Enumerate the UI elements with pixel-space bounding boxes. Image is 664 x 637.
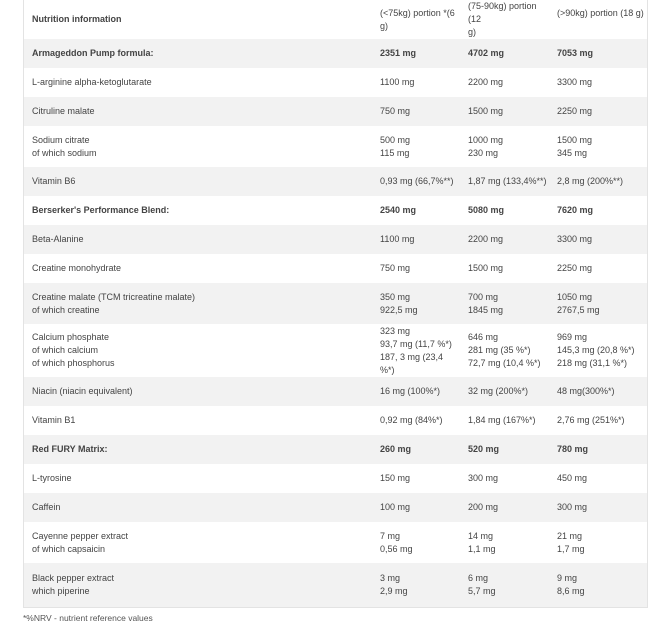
table-row (24, 97, 647, 126)
row-value-small: 100 mg (372, 493, 460, 522)
row-label: Creatine monohydrate (24, 254, 372, 283)
row-label: Caffein (24, 493, 372, 522)
row-value-large: 1500 mg 345 mg (549, 126, 647, 167)
row-value-small: 3 mg 2,9 mg (372, 563, 460, 607)
row-value-medium: 32 mg (200%*) (460, 377, 549, 406)
row-value-large: 2250 mg (549, 254, 647, 283)
row-value-small: 750 mg (372, 254, 460, 283)
table-row (24, 464, 647, 493)
table-row (24, 254, 647, 283)
row-value-large: 3300 mg (549, 225, 647, 254)
row-label: Berserker's Performance Blend: (24, 196, 372, 225)
row-value-small: 323 mg 93,7 mg (11,7 %*) 187, 3 mg (23,4 %*) (372, 324, 460, 377)
row-value-small: 0,92 mg (84%*) (372, 406, 460, 435)
row-value-small: 1100 mg (372, 225, 460, 254)
table-row (24, 563, 647, 607)
row-value-large: 2250 mg (549, 97, 647, 126)
row-value-medium: 1000 mg 230 mg (460, 126, 549, 167)
row-value-small: 16 mg (100%*) (372, 377, 460, 406)
nutrition-table (24, 0, 647, 607)
table-row (24, 39, 647, 68)
row-label: L-arginine alpha-ketoglutarate (24, 68, 372, 97)
row-value-small: 500 mg 115 mg (372, 126, 460, 167)
table-header-row (24, 0, 647, 39)
row-value-small: 7 mg 0,56 mg (372, 522, 460, 563)
header-portion-large: (>90kg) portion (18 g) (549, 0, 647, 39)
row-value-medium: 1,87 mg (133,4%**) (460, 167, 549, 196)
table-row (24, 435, 647, 464)
row-label: Creatine malate (TCM tricreatine malate) of which creatine (24, 283, 372, 324)
row-value-small: 150 mg (372, 464, 460, 493)
row-value-medium: 1500 mg (460, 97, 549, 126)
row-value-medium: 5080 mg (460, 196, 549, 225)
row-value-small: 2351 mg (372, 39, 460, 68)
table-row (24, 324, 647, 377)
table-row (24, 493, 647, 522)
row-label: Citruline malate (24, 97, 372, 126)
table-row (24, 406, 647, 435)
row-value-small: 0,93 mg (66,7%**) (372, 167, 460, 196)
row-value-medium: 2200 mg (460, 225, 549, 254)
row-value-large: 48 mg(300%*) (549, 377, 647, 406)
row-label: L-tyrosine (24, 464, 372, 493)
table-row (24, 126, 647, 167)
row-value-large: 7053 mg (549, 39, 647, 68)
row-value-small: 750 mg (372, 97, 460, 126)
row-value-medium: 1500 mg (460, 254, 549, 283)
row-value-large: 969 mg 145,3 mg (20,8 %*) 218 mg (31,1 %*) (549, 324, 647, 377)
row-value-large: 2,76 mg (251%*) (549, 406, 647, 435)
row-label: Cayenne pepper extract of which capsaicin (24, 522, 372, 563)
row-value-medium: 4702 mg (460, 39, 549, 68)
row-value-small: 350 mg 922,5 mg (372, 283, 460, 324)
nutrition-table-container (23, 0, 648, 608)
row-value-small: 1100 mg (372, 68, 460, 97)
table-row (24, 167, 647, 196)
row-value-large: 780 mg (549, 435, 647, 464)
row-value-large: 1050 mg 2767,5 mg (549, 283, 647, 324)
row-value-medium: 14 mg 1,1 mg (460, 522, 549, 563)
header-label: Nutrition information (24, 0, 372, 39)
header-portion-small: (<75kg) portion *(6 g) (372, 0, 460, 39)
row-value-medium: 6 mg 5,7 mg (460, 563, 549, 607)
row-value-medium: 300 mg (460, 464, 549, 493)
row-value-large: 21 mg 1,7 mg (549, 522, 647, 563)
row-label: Sodium citrate of which sodium (24, 126, 372, 167)
row-value-large: 450 mg (549, 464, 647, 493)
row-label: Vitamin B6 (24, 167, 372, 196)
row-value-large: 9 mg 8,6 mg (549, 563, 647, 607)
row-value-medium: 700 mg 1845 mg (460, 283, 549, 324)
row-value-medium: 2200 mg (460, 68, 549, 97)
nrv-footnote: *%NRV - nutrient reference values (23, 613, 153, 623)
table-row (24, 68, 647, 97)
row-label: Calcium phosphate of which calcium of which phosphorus (24, 324, 372, 377)
row-value-large: 7620 mg (549, 196, 647, 225)
row-value-large: 2,8 mg (200%**) (549, 167, 647, 196)
row-label: Black pepper extract which piperine (24, 563, 372, 607)
row-value-large: 3300 mg (549, 68, 647, 97)
row-label: Beta-Alanine (24, 225, 372, 254)
header-portion-medium: (75-90kg) portion (12 g) (460, 0, 549, 39)
row-label: Vitamin B1 (24, 406, 372, 435)
table-row (24, 283, 647, 324)
row-value-medium: 1,84 mg (167%*) (460, 406, 549, 435)
table-row (24, 225, 647, 254)
table-row (24, 196, 647, 225)
row-value-medium: 646 mg 281 mg (35 %*) 72,7 mg (10,4 %*) (460, 324, 549, 377)
row-label: Red FURY Matrix: (24, 435, 372, 464)
row-value-medium: 520 mg (460, 435, 549, 464)
row-value-small: 260 mg (372, 435, 460, 464)
row-value-small: 2540 mg (372, 196, 460, 225)
table-row (24, 377, 647, 406)
row-value-large: 300 mg (549, 493, 647, 522)
table-row (24, 522, 647, 563)
row-label: Niacin (niacin equivalent) (24, 377, 372, 406)
row-label: Armageddon Pump formula: (24, 39, 372, 68)
row-value-medium: 200 mg (460, 493, 549, 522)
